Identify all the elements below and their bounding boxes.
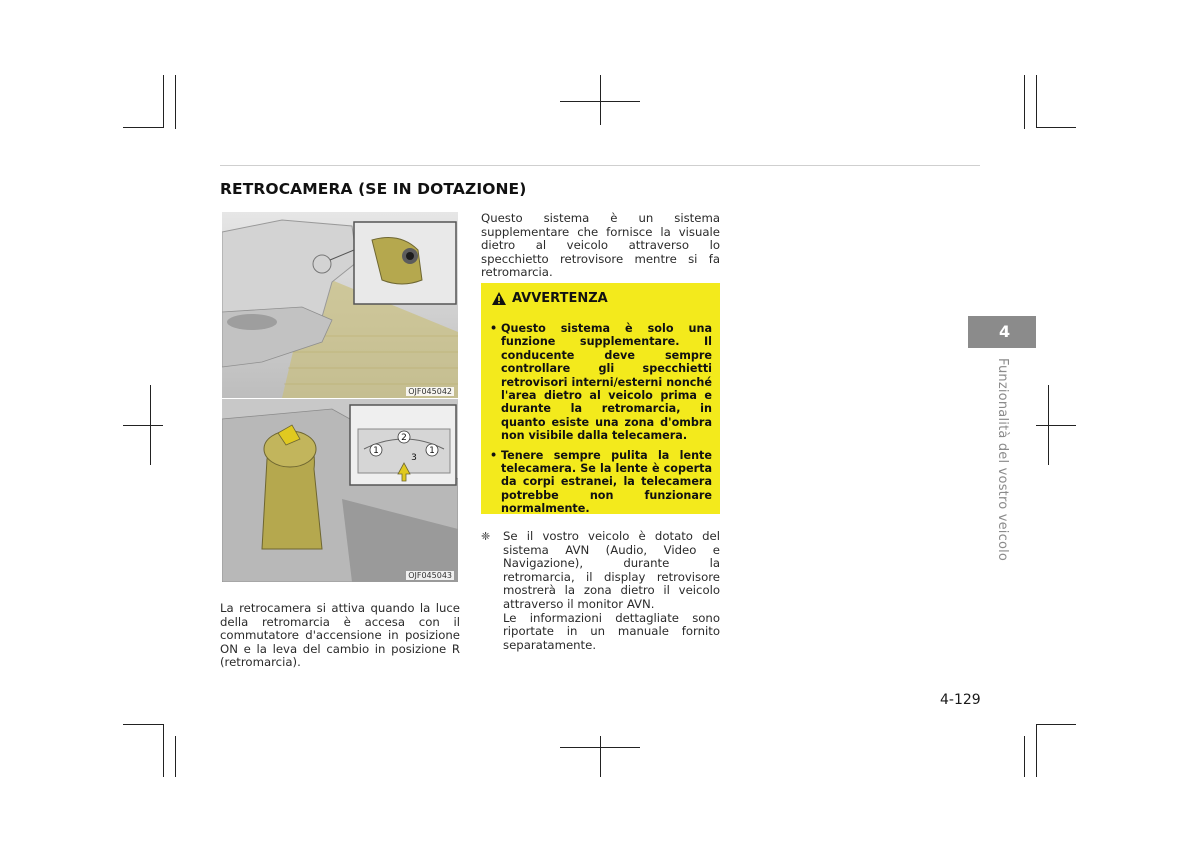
left-paragraph: La retrocamera si attiva quando la luce della retromarcia è accesa con il commutatore d'accensione in posizione ON e la leva del cambio in posizione R (retromarcia). bbox=[220, 601, 460, 670]
chapter-title: Funzionalità del vostro veicolo bbox=[995, 358, 1010, 562]
note-text: Se il vostro veicolo è dotato del sistema AVN (Audio, Video e Navigazione), durante la retromarcia, il display retrovisore mostrerà la zona dietro il veicolo attraverso il monitor AVN. bbox=[503, 529, 720, 611]
warning-list bbox=[490, 322, 712, 516]
warning-item: • Tenere sempre pulita la lente telecamera. Se la lente è coperta da corpi estranei, la telecamera potrebbe non funzionare normalmente. bbox=[490, 448, 712, 516]
header-rule bbox=[220, 165, 980, 166]
gear-display-illustration bbox=[222, 399, 458, 582]
section-title: RETROCAMERA (SE IN DOTAZIONE) bbox=[220, 180, 527, 198]
note-text-2: Le informazioni dettagliate sono riportate in un manuale fornito separatamente. bbox=[503, 610, 720, 652]
note-symbol-icon: ❈ bbox=[481, 530, 491, 543]
figure-gear-display bbox=[222, 399, 458, 582]
display-label: 3 bbox=[411, 453, 417, 463]
intro-paragraph: Questo sistema è un sistema supplementare che fornisce la visuale dietro al veicolo attraverso lo specchietto retrovisore mentre si fa retromarcia. bbox=[481, 211, 720, 280]
warning-box bbox=[481, 283, 720, 514]
warning-title bbox=[492, 291, 712, 306]
note-block bbox=[481, 530, 720, 652]
display-label: 1 bbox=[373, 446, 379, 456]
warning-triangle-icon bbox=[492, 292, 506, 305]
rear-camera-illustration bbox=[222, 212, 458, 398]
figure-code: OJF045042 bbox=[408, 387, 452, 396]
warning-item: • Questo sistema è solo una funzione supplementare. Il conducente deve sempre controllare gli specchietti retrovisori interni/esterni nonché l'area dietro al veicolo prima e durante la retromarcia, in quanto esiste una zona d'ombra non visibile dalla telecamera. bbox=[490, 322, 712, 443]
figure-rear-camera bbox=[222, 212, 458, 398]
display-label: 1 bbox=[429, 446, 435, 456]
chapter-tab: 4 bbox=[968, 316, 1036, 348]
display-label: 2 bbox=[401, 433, 407, 443]
page-number: 4-129 bbox=[940, 692, 981, 708]
warning-title-text: AVVERTENZA bbox=[512, 291, 608, 306]
figure-code: OJF045043 bbox=[408, 571, 452, 580]
